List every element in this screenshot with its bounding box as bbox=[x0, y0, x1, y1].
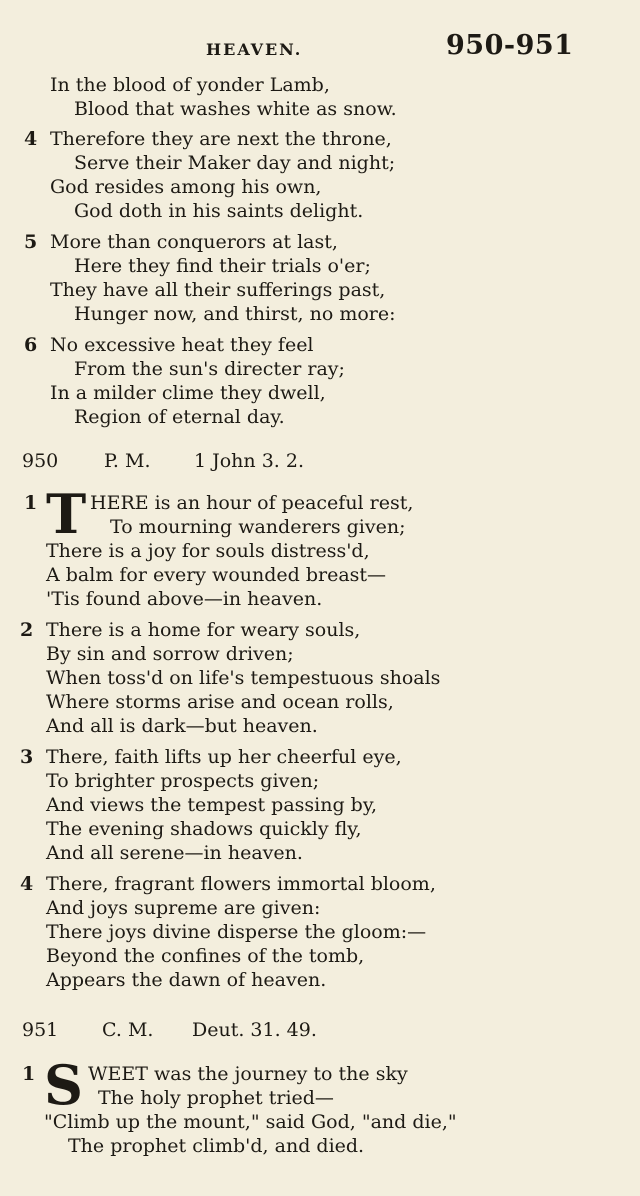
verse-line: Therefore they are next the throne, bbox=[50, 128, 392, 150]
verse-number: 2 bbox=[20, 619, 34, 641]
scripture-reference: Deut. 31. 49. bbox=[192, 1019, 317, 1041]
verse-number: 4 bbox=[24, 128, 38, 150]
verse-line: Region of eternal day. bbox=[74, 406, 285, 428]
verse-line: No excessive heat they feel bbox=[50, 334, 314, 356]
verse-line: By sin and sorrow driven; bbox=[46, 643, 294, 665]
verse-line: When toss'd on life's tempestuous shoals bbox=[46, 667, 441, 689]
page-header bbox=[0, 30, 640, 66]
verse-number: 4 bbox=[20, 873, 34, 895]
drop-cap: T bbox=[46, 482, 87, 546]
verse-line: And all is dark—but heaven. bbox=[46, 715, 318, 737]
verse-line: There is a joy for souls distress'd, bbox=[46, 540, 370, 562]
verse-line: There, fragrant flowers immortal bloom, bbox=[46, 873, 436, 895]
verse-line: They have all their sufferings past, bbox=[50, 279, 386, 301]
verse-line: 'Tis found above—in heaven. bbox=[46, 588, 323, 610]
verse-line: And all serene—in heaven. bbox=[46, 842, 303, 864]
verse-line: The evening shadows quickly fly, bbox=[46, 818, 362, 840]
hymn-number: 950 bbox=[22, 450, 59, 472]
verse-line: Here they find their trials o'er; bbox=[74, 255, 371, 277]
verse-line: And joys supreme are given: bbox=[46, 897, 321, 919]
verse-line: To mourning wanderers given; bbox=[110, 516, 406, 538]
verse-line: Serve their Maker day and night; bbox=[74, 152, 396, 174]
hymn-number: 951 bbox=[22, 1019, 59, 1041]
verse-line: And views the tempest passing by, bbox=[46, 794, 378, 816]
verse-line: Beyond the confines of the tomb, bbox=[46, 945, 365, 967]
verse-line: Where storms arise and ocean rolls, bbox=[46, 691, 394, 713]
verse-line: There joys divine disperse the gloom:— bbox=[46, 921, 427, 943]
verse-line: "Climb up the mount," said God, "and die," bbox=[44, 1111, 457, 1133]
verse-line: God resides among his own, bbox=[50, 176, 322, 198]
running-head: HEAVEN. bbox=[206, 40, 303, 59]
continued-line-1: In the blood of yonder Lamb, bbox=[50, 74, 330, 96]
verse-number: 5 bbox=[24, 231, 38, 253]
hymn-meter: P. M. bbox=[104, 450, 151, 472]
continued-line-2: Blood that washes white as snow. bbox=[74, 98, 397, 120]
verse-line: HERE is an hour of peaceful rest, bbox=[90, 492, 414, 514]
verse-number: 6 bbox=[24, 334, 38, 356]
verse-number: 3 bbox=[20, 746, 34, 768]
hymn-950-heading bbox=[22, 449, 422, 473]
verse-line: There, faith lifts up her cheerful eye, bbox=[46, 746, 402, 768]
hymn-951-heading bbox=[22, 1018, 422, 1042]
verse-line: Appears the dawn of heaven. bbox=[46, 969, 327, 991]
verse-line: God doth in his saints delight. bbox=[74, 200, 364, 222]
verse-number: 1 bbox=[24, 492, 38, 514]
verse-number: 1 bbox=[22, 1063, 36, 1085]
verse-line: In a milder clime they dwell, bbox=[50, 382, 326, 404]
verse-line: WEET was the journey to the sky bbox=[88, 1063, 408, 1085]
hymn-meter: C. M. bbox=[102, 1019, 154, 1041]
verse-line: To brighter prospects given; bbox=[46, 770, 320, 792]
verse-line: The prophet climb'd, and died. bbox=[68, 1135, 365, 1157]
scripture-reference: 1 John 3. 2. bbox=[194, 450, 304, 472]
verse-line: From the sun's directer ray; bbox=[74, 358, 345, 380]
verse-line: There is a home for weary souls, bbox=[46, 619, 361, 641]
verse-line: The holy prophet tried— bbox=[98, 1087, 334, 1109]
verse-line: More than conquerors at last, bbox=[50, 231, 338, 253]
page-numbers: 950-951 bbox=[446, 30, 574, 61]
drop-cap: S bbox=[44, 1053, 83, 1117]
verse-line: Hunger now, and thirst, no more: bbox=[74, 303, 396, 325]
verse-line: A balm for every wounded breast— bbox=[46, 564, 387, 586]
